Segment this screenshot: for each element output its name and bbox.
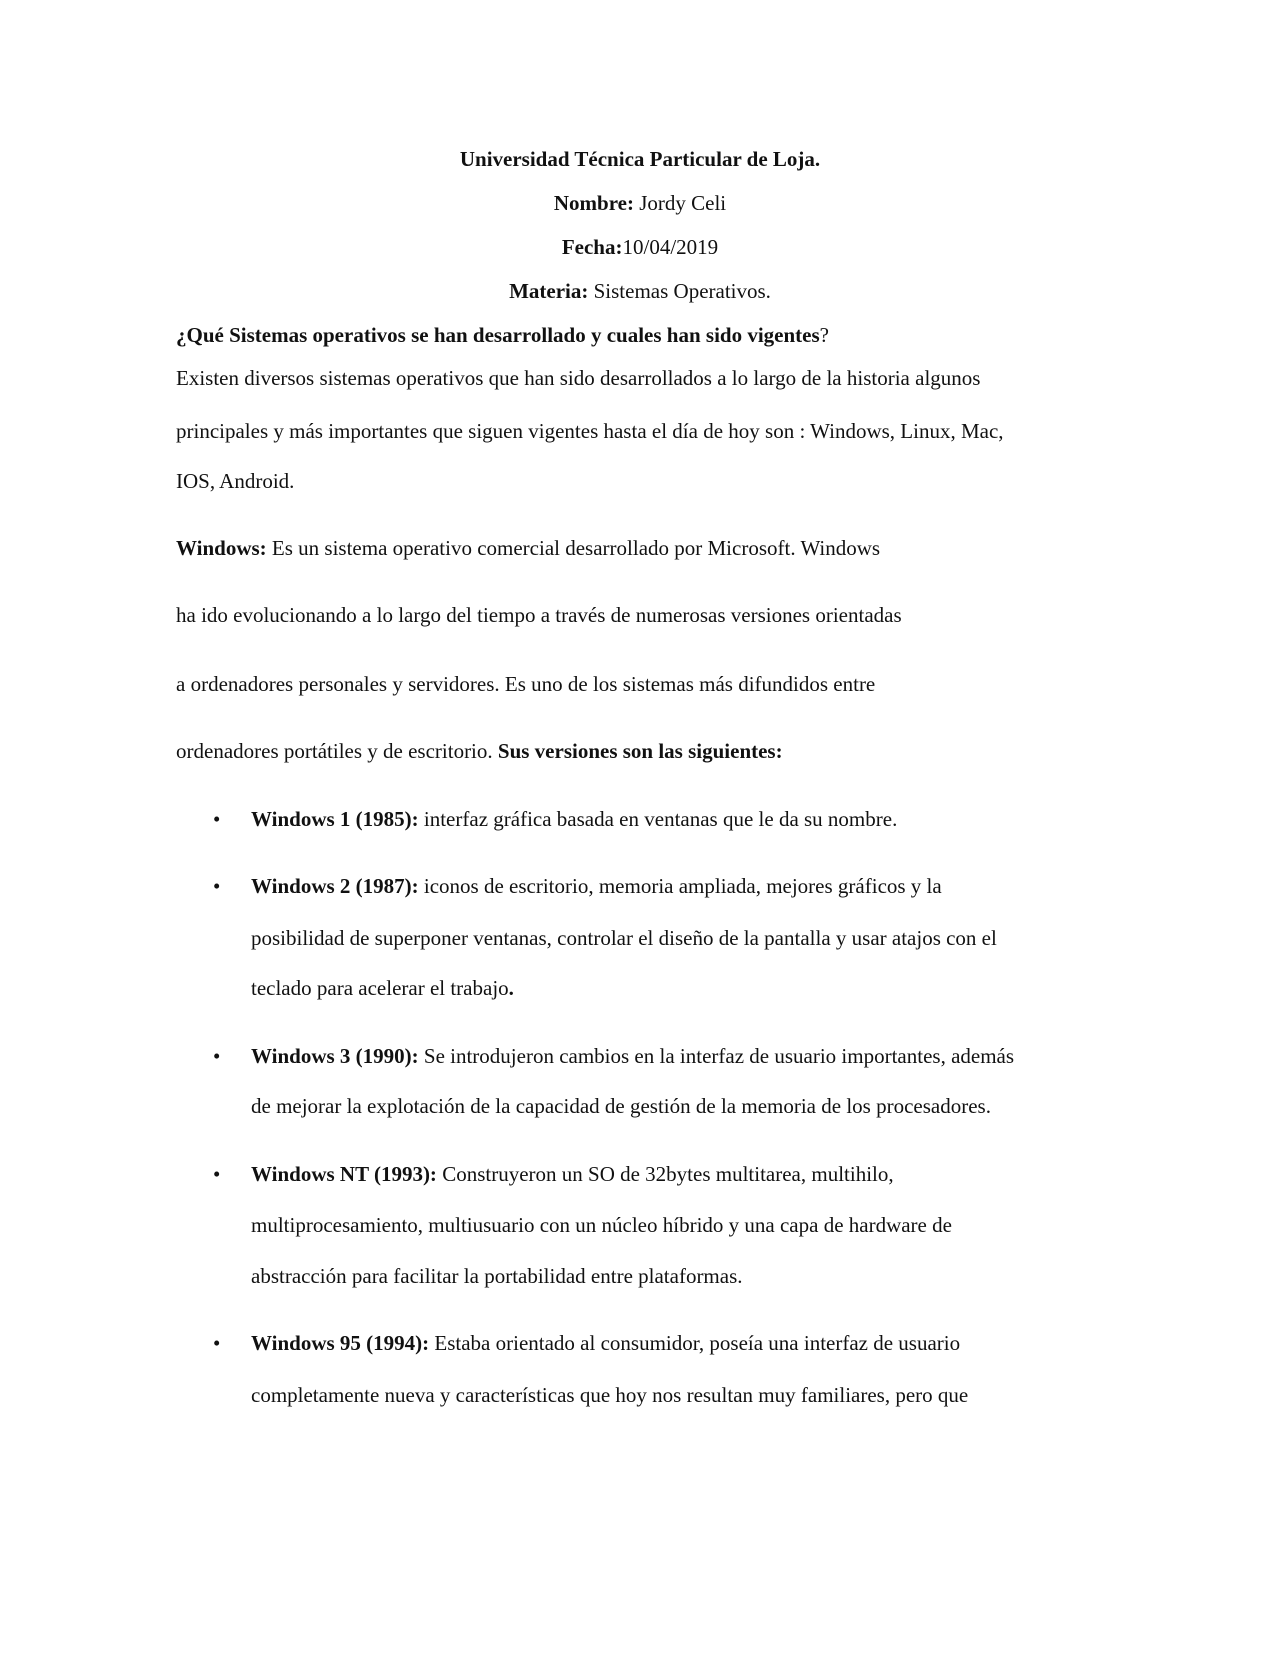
- bullet-point: •: [213, 1044, 221, 1068]
- university-title: [0, 146, 1280, 172]
- date-label: Fecha:: [561, 235, 623, 259]
- question-mark: ?: [819, 323, 829, 347]
- bullet-point: •: [213, 874, 221, 898]
- university-name: Universidad Técnica Particular de Loja.: [459, 147, 821, 171]
- version-95-line-2: completamente nueva y características que hoy nos resultan muy familiares, pero que: [251, 1383, 969, 1407]
- bullet-point: •: [213, 807, 221, 831]
- version-2-title: Windows 2 (1987):: [251, 874, 419, 898]
- windows-line-4: [176, 738, 783, 764]
- version-nt-line-2: multiprocesamiento, multiusuario con un núcleo híbrido y una capa de hardware de: [251, 1213, 952, 1237]
- windows-line-1: [176, 535, 880, 561]
- version-3-line-1: [251, 1043, 1014, 1069]
- version-2-text-3: teclado para acelerar el trabajo: [251, 976, 509, 1000]
- windows-text-4: ordenadores portátiles y de escritorio.: [176, 739, 498, 763]
- windows-text-1: Es un sistema operativo comercial desarrollado por Microsoft. Windows: [266, 536, 881, 560]
- name-label: Nombre:: [553, 191, 634, 215]
- version-nt-title: Windows NT (1993):: [251, 1162, 437, 1186]
- windows-line-3: a ordenadores personales y servidores. Es uno de los sistemas más difundidos entre: [176, 672, 876, 696]
- date-line: [0, 234, 1280, 260]
- question-heading: [176, 322, 829, 348]
- version-1-text-1: interfaz gráfica basada en ventanas que le da su nombre.: [418, 807, 898, 831]
- version-2-line-1: [251, 873, 942, 899]
- question-text: ¿Qué Sistemas operativos se han desarrollado y cuales han sido vigentes: [176, 323, 820, 347]
- subject-value: Sistemas Operativos.: [588, 279, 771, 303]
- version-1-line-1: [251, 806, 897, 832]
- bullet-point: •: [213, 1331, 221, 1355]
- version-nt-line-1: [251, 1161, 894, 1187]
- version-95-title: Windows 95 (1994):: [251, 1331, 430, 1355]
- windows-line-2: ha ido evolucionando a lo largo del tiempo a través de numerosas versiones orientadas: [176, 603, 902, 627]
- name-value: Jordy Celi: [633, 191, 727, 215]
- version-nt-text-1: Construyeron un SO de 32bytes multitarea, multihilo,: [436, 1162, 894, 1186]
- version-3-line-2: de mejorar la explotación de la capacidad de gestión de la memoria de los procesadores.: [251, 1094, 991, 1118]
- version-3-title: Windows 3 (1990):: [251, 1044, 419, 1068]
- intro-line-2: principales y más importantes que siguen vigentes hasta el día de hoy son : Windows, Linux, Mac,: [176, 419, 1004, 443]
- version-nt-line-3: abstracción para facilitar la portabilidad entre plataformas.: [251, 1264, 743, 1288]
- version-3-text-1: Se introdujeron cambios en la interfaz de usuario importantes, además: [418, 1044, 1015, 1068]
- date-value: 10/04/2019: [622, 235, 719, 259]
- version-95-text-1: Estaba orientado al consumidor, poseía una interfaz de usuario: [429, 1331, 961, 1355]
- bullet-point: •: [213, 1162, 221, 1186]
- windows-label: Windows:: [176, 536, 267, 560]
- subject-line: [0, 278, 1280, 304]
- version-1-title: Windows 1 (1985):: [251, 807, 419, 831]
- version-2-line-3: [251, 975, 514, 1001]
- version-2-text-1: iconos de escritorio, memoria ampliada, mejores gráficos y la: [418, 874, 942, 898]
- intro-line-3: IOS, Android.: [176, 469, 295, 493]
- versions-heading: Sus versiones son las siguientes:: [497, 739, 783, 763]
- intro-line-1: Existen diversos sistemas operativos que han sido desarrollados a lo largo de la historia algunos: [176, 366, 981, 390]
- version-95-line-1: [251, 1330, 960, 1356]
- subject-label: Materia:: [509, 279, 589, 303]
- name-line: [0, 190, 1280, 216]
- version-2-line-2: posibilidad de superponer ventanas, controlar el diseño de la pantalla y usar atajos con el: [251, 926, 997, 950]
- version-2-end: .: [508, 976, 514, 1000]
